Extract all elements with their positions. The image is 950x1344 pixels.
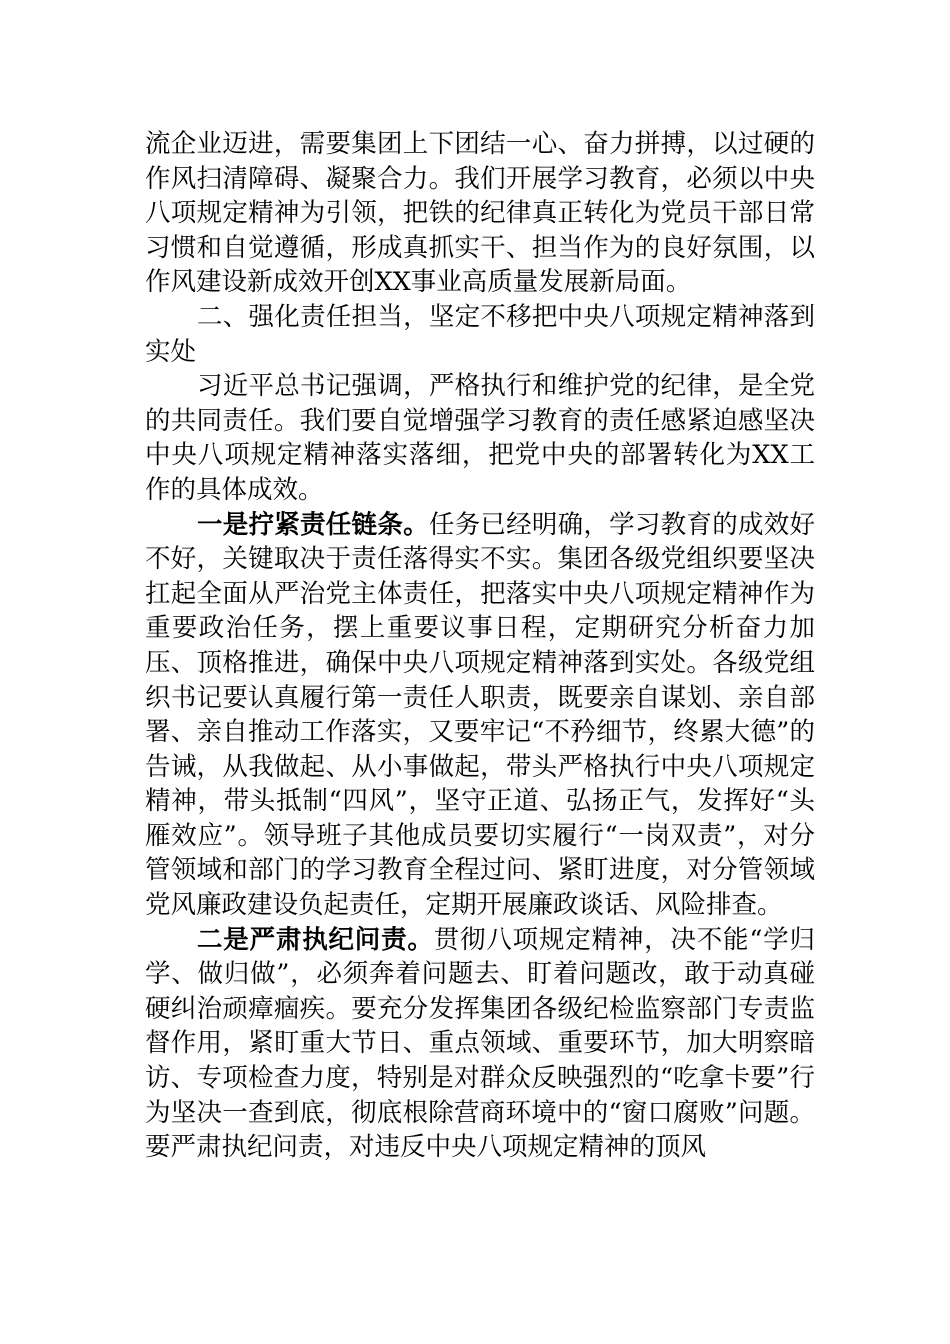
paragraph-text: 贯彻八项规定精神，决不能“学归学、做归做”，必须奔着问题去、盯着问题改，敢于动真碰硬纠治顽瘴痼疾。要充分发挥集团各级纪检监察部门专责监督作用，紧盯重大节日、重点领域、重要环节，加大明察暗访、专项检查力度，特别是对群众反映强烈的“吃拿卡要”行为坚决一查到底，彻底根除营商环境中的“窗口腐败”问题。要严肃执纪问责，对违反中央八项规定精神的顶风 bbox=[145, 924, 815, 1163]
body-paragraph-discipline bbox=[145, 923, 815, 1165]
paragraph-text: 任务已经明确，学习教育的成效好不好，关键取决于责任落得实不实。集团各级党组织要坚决扛起全面从严治党主体责任，把落实中央八项规定精神作为重要政治任务，摆上重要议事日程，定期研究分析奋力加压、顶格推进，确保中央八项规定精神落到实处。各级党组织书记要认真履行第一责任人职责，既要亲自谋划、亲自部署、亲自推动工作落实，又要牢记“不矜细节，终累大德”的告诫，从我做起、从小事做起，带头严格执行中央八项规定精神，带头抵制“四风”，坚守正道、弘扬正气，发挥好“头雁效应”。领导班子其他成员要切实履行“一岗双责”，对分管领域和部门的学习教育全程过问、紧盯进度，对分管领域党风廉政建设负起责任，定期开展廉政谈话、风险排查。 bbox=[145, 509, 815, 921]
body-paragraph: 习近平总书记强调，严格执行和维护党的纪律，是全党的共同责任。我们要自觉增强学习教育的责任感紧迫感坚决中央八项规定精神落实落细，把党中央的部署转化为XX工作的具体成效。 bbox=[145, 371, 815, 505]
paragraph-lead-heading: 二是严肃执纪问责。 bbox=[197, 924, 434, 955]
body-paragraph-responsibility-chain bbox=[145, 508, 815, 923]
section-heading: 二、强化责任担当，坚定不移把中央八项规定精神落到实处 bbox=[145, 301, 815, 367]
document-body bbox=[145, 127, 815, 1165]
paragraph-lead-heading: 一是拧紧责任链条。 bbox=[197, 509, 429, 540]
body-paragraph-continuation: 流企业迈进，需要集团上下团结一心、奋力拼搏，以过硬的作风扫清障碍、凝聚合力。我们开展学习教育，必须以中央八项规定精神为引领，把铁的纪律真正转化为党员干部日常习惯和自觉遵循，形成真抓实干、担当作为的良好氛围，以作风建设新成效开创XX事业高质量发展新局面。 bbox=[145, 129, 815, 298]
